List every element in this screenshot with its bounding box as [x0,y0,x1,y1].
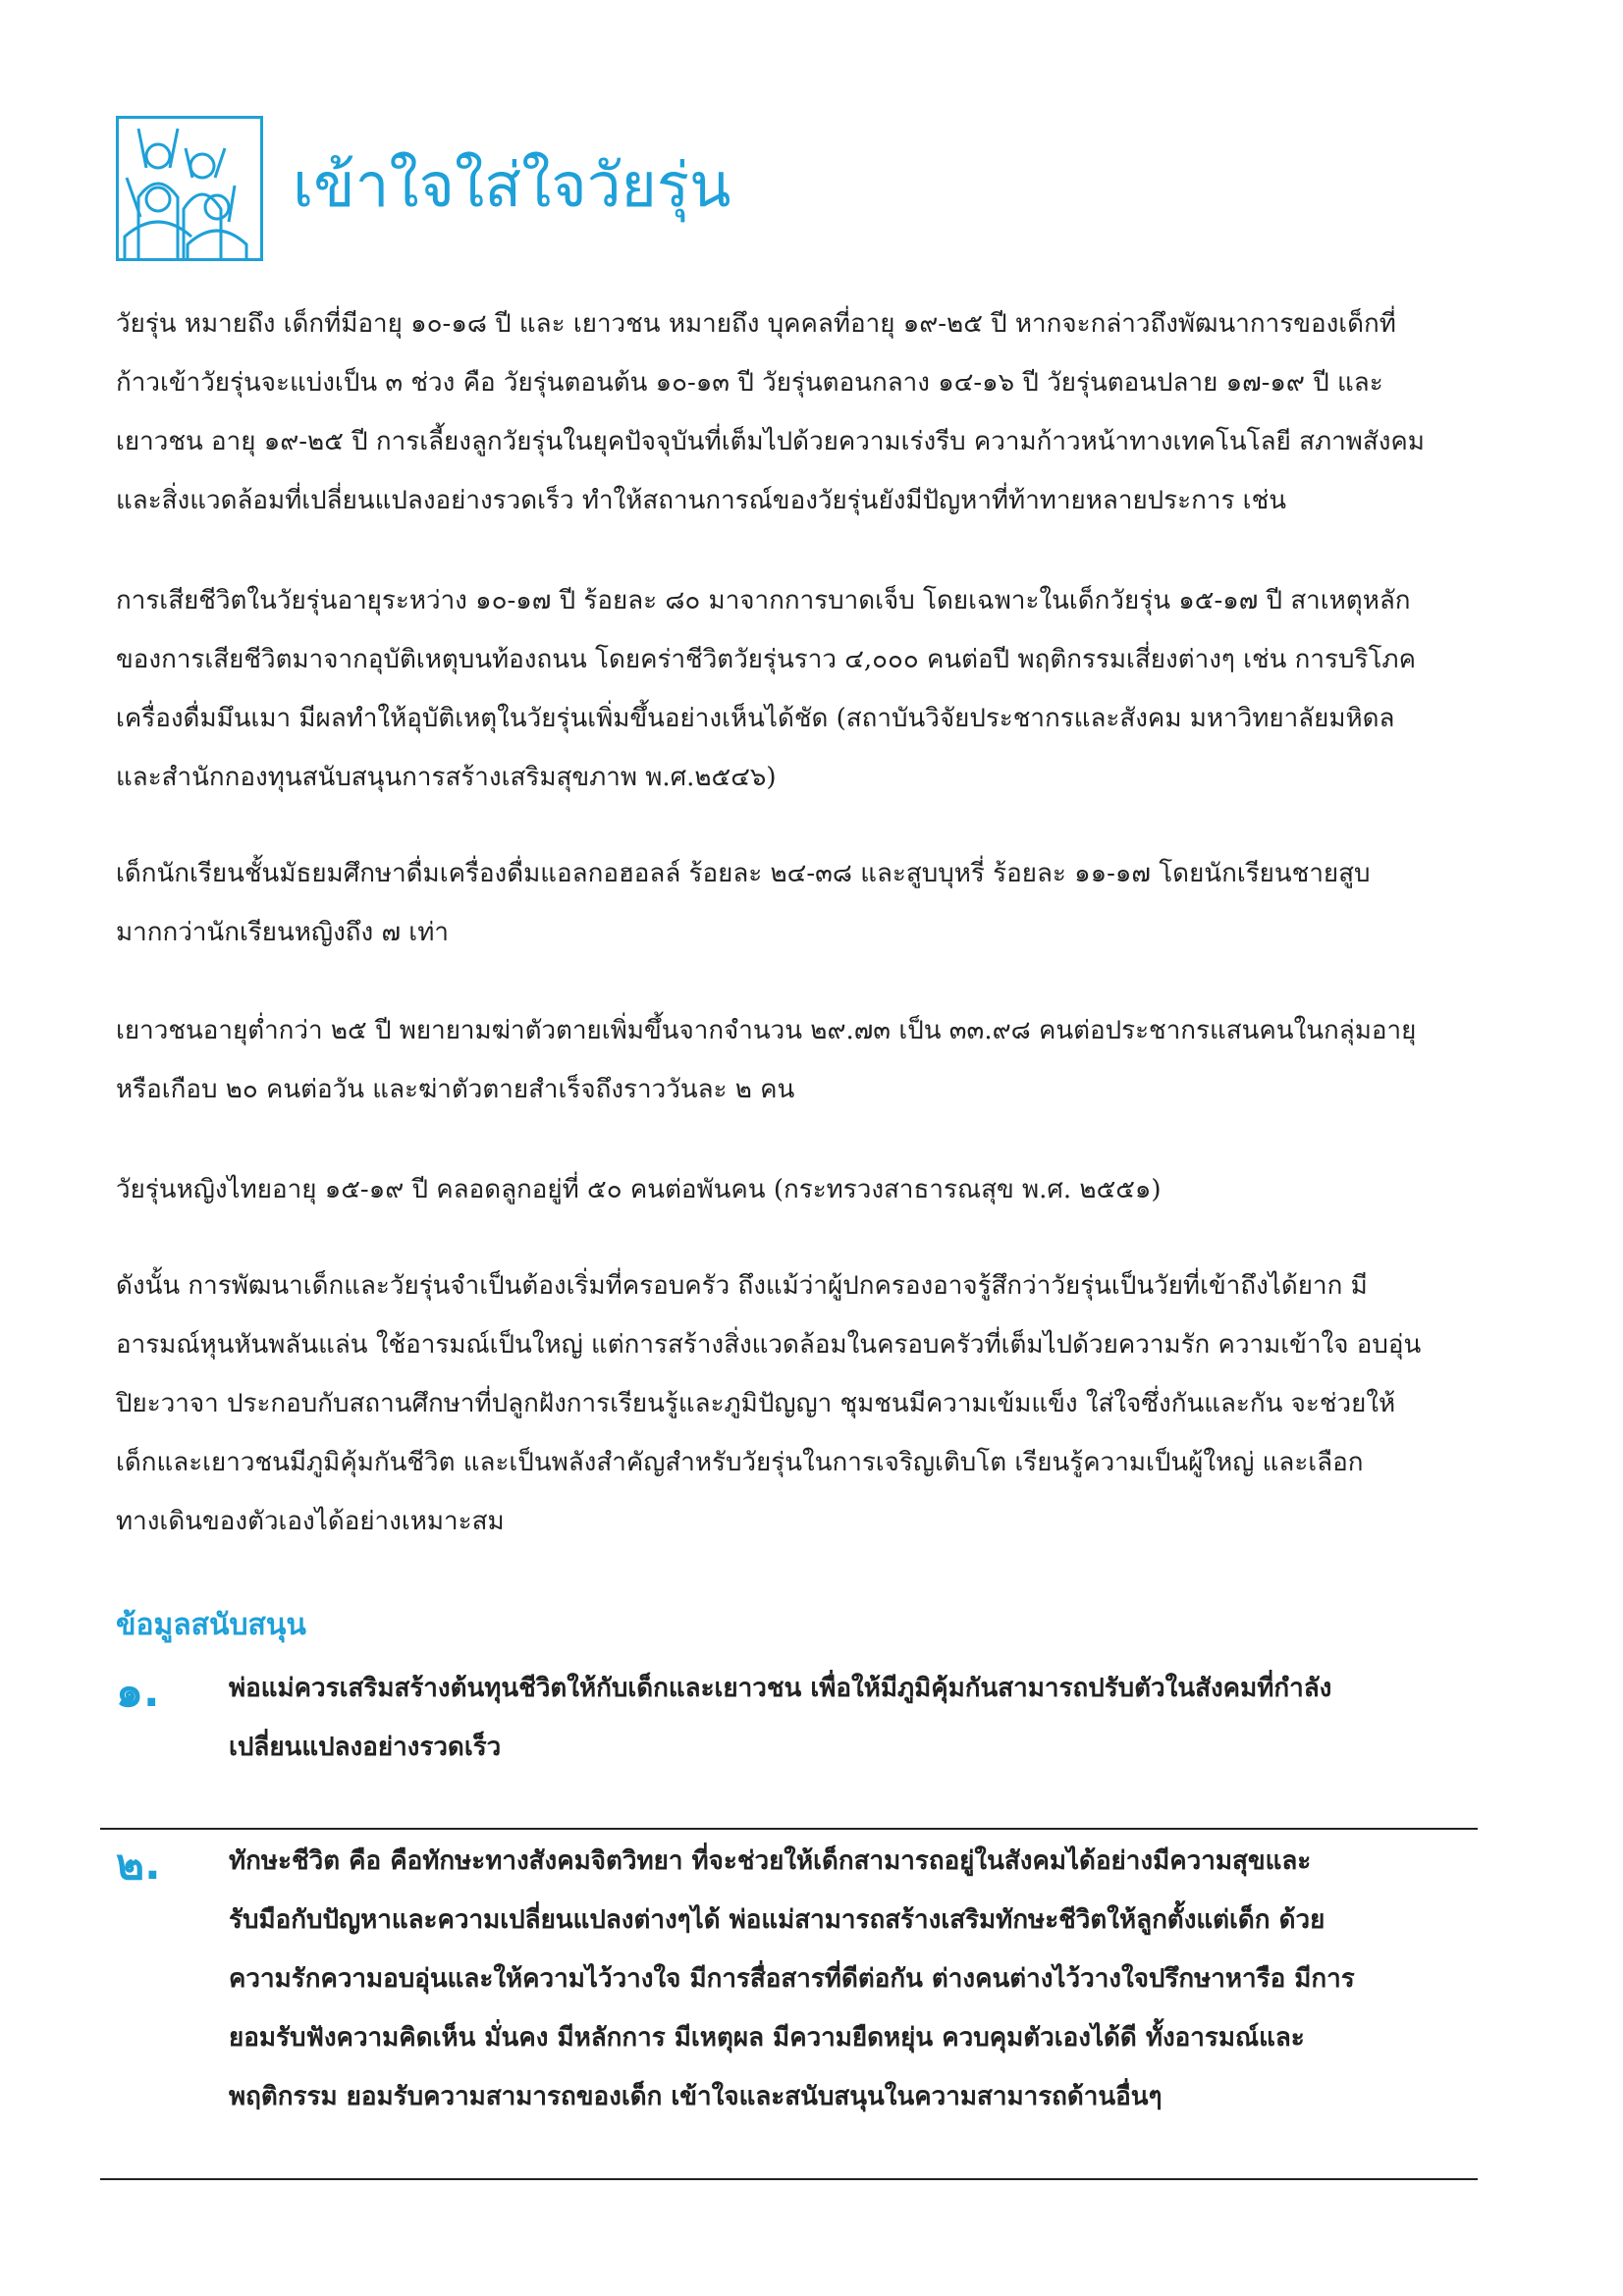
item-number: ๒. [116,1840,161,1890]
text-line: มากกว่านักเรียนหญิงถึง ๗ เท่า [116,918,449,947]
text-line: วัยรุ่น หมายถึง เด็กที่มีอายุ ๑๐-๑๘ ปี และ เยาวชน หมายถึง บุคคลที่อายุ ๑๙-๒๕ ปี หากจะกล่าวถึงพัฒนาการของเด็กที่ [116,309,1396,339]
text-line: ของการเสียชีวิตมาจากอุบัติเหตุบนท้องถนน โดยคร่าชีวิตวัยรุ่นราว ๔,๐๐๐ คนต่อปี พฤติกรรมเสี่ยงต่างๆ เช่น การบริโภค [116,645,1416,674]
text-line: ทางเดินของตัวเองได้อย่างเหมาะสม [116,1507,505,1536]
page-title: เข้าใจใส่ใจวัยรุ่น [293,149,731,221]
text-line: พ่อแม่ควรเสริมสร้างต้นทุนชีวิตให้กับเด็กและเยาวชน เพื่อให้มีภูมิคุ้มกันสามารถปรับตัวในสังคมที่กำลัง [229,1674,1332,1703]
text-line: ก้าวเข้าวัยรุ่นจะแบ่งเป็น ๓ ช่วง คือ วัยรุ่นตอนต้น ๑๐-๑๓ ปี วัยรุ่นตอนกลาง ๑๔-๑๖ ปี วัยรุ่นตอนปลาย ๑๗-๑๙ ปี และ [116,368,1383,398]
text-line: เยาวชนอายุต่ำกว่า ๒๕ ปี พยายามฆ่าตัวตายเพิ่มขึ้นจากจำนวน ๒๙.๗๓ เป็น ๓๓.๙๘ คนต่อประชากรแสนคนในกลุ่มอายุ [116,1016,1417,1045]
text-line: หรือเกือบ ๒๐ คนต่อวัน และฆ่าตัวตายสำเร็จถึงราววันละ ๒ คน [116,1075,795,1104]
text-line: การเสียชีวิตในวัยรุ่นอายุระหว่าง ๑๐-๑๗ ปี ร้อยละ ๘๐ มาจากการบาดเจ็บ โดยเฉพาะในเด็กวัยรุ่น ๑๕-๑๗ ปี สาเหตุหลัก [116,586,1411,615]
paragraph [116,294,1425,530]
text-line: เปลี่ยนแปลงอย่างรวดเร็ว [229,1733,502,1762]
raised-hands-people-icon [116,116,263,261]
bottom-divider [100,2178,1478,2180]
text-line: พฤติกรรม ยอมรับความสามารถของเด็ก เข้าใจและสนับสนุนในความสามารถด้านอื่นๆ [229,2082,1163,2111]
text-line: ดังนั้น การพัฒนาเด็กและวัยรุ่นจำเป็นต้องเริ่มที่ครอบครัว ถึงแม้ว่าผู้ปกครองอาจรู้สึกว่าวัยรุ่นเป็นวัยที่เข้าถึงได้ยาก มี [116,1271,1368,1301]
support-item [229,1659,1331,1777]
text-line: ความรักความอบอุ่นและให้ความไว้วางใจ มีการสื่อสารที่ดีต่อกัน ต่างคนต่างไว้วางใจปรึกษาหารือ มีการ [229,1964,1355,1994]
divider [100,1828,1478,1830]
paragraph [116,1256,1421,1551]
text-line: วัยรุ่นหญิงไทยอายุ ๑๕-๑๙ ปี คลอดลูกอยู่ที่ ๕๐ คนต่อพันคน (กระทรวงสาธารณสุข พ.ศ. ๒๕๕๑) [116,1175,1162,1204]
support-heading: ข้อมูลสนับสนุน [116,1608,306,1642]
paragraph [116,571,1416,807]
text-line: เยาวชน อายุ ๑๙-๒๕ ปี การเลี้ยงลูกวัยรุ่นในยุคปัจจุบันที่เต็มไปด้วยความเร่งรีบ ความก้าวหน้าทางเทคโนโลยี สภาพสังคม [116,427,1425,456]
text-line: ยอมรับฟังความคิดเห็น มั่นคง มีหลักการ มีเหตุผล มีความยืดหยุ่น ควบคุมตัวเองได้ดี ทั้งอารมณ์และ [229,2023,1305,2053]
paragraph [116,844,1371,962]
text-line: และสิ่งแวดล้อมที่เปลี่ยนแปลงอย่างรวดเร็ว ทำให้สถานการณ์ของวัยรุ่นยังมีปัญหาที่ท้าทายหลายประการ เช่น [116,486,1286,515]
paragraph [116,1160,1162,1219]
text-line: อารมณ์หุนหันพลันแล่น ใช้อารมณ์เป็นใหญ่ แต่การสร้างสิ่งแวดล้อมในครอบครัวที่เต็มไปด้วยความรัก ความเข้าใจ อบอุ่น [116,1330,1422,1360]
item-number: ๑. [116,1667,160,1717]
text-line: ทักษะชีวิต คือ คือทักษะทางสังคมจิตวิทยา ที่จะช่วยให้เด็กสามารถอยู่ในสังคมได้อย่างมีความสุขและ [229,1846,1312,1876]
text-line: เด็กและเยาวชนมีภูมิคุ้มกันชีวิต และเป็นพลังสำคัญสำหรับวัยรุ่นในการเจริญเติบโต เรียนรู้ความเป็นผู้ใหญ่ และเลือก [116,1448,1364,1477]
text-line: และสำนักกองทุนสนับสนุนการสร้างเสริมสุขภาพ พ.ศ.๒๕๔๖) [116,763,777,792]
text-line: เครื่องดื่มมึนเมา มีผลทำให้อุบัติเหตุในวัยรุ่นเพิ่มขึ้นอย่างเห็นได้ชัด (สถาบันวิจัยประชากรและสังคม มหาวิทยาลัยมหิดล [116,704,1395,733]
paragraph [116,1001,1416,1119]
text-line: เด็กนักเรียนชั้นมัธยมศึกษาดื่มเครื่องดื่มแอลกอฮอลล์ ร้อยละ ๒๔-๓๘ และสูบบุหรี่ ร้อยละ ๑๑-๑๗ โดยนักเรียนชายสูบ [116,859,1371,888]
text-line: รับมือกับปัญหาและความเปลี่ยนแปลงต่างๆได้ พ่อแม่สามารถสร้างเสริมทักษะชีวิตให้ลูกตั้งแต่เด็ก ด้วย [229,1905,1325,1935]
support-item [229,1832,1355,2126]
text-line: ปิยะวาจา ประกอบกับสถานศึกษาที่ปลูกฝังการเรียนรู้และภูมิปัญญา ชุมชนมีความเข้มแข็ง ใส่ใจซึ่งกันและกัน จะช่วยให้ [116,1389,1396,1418]
